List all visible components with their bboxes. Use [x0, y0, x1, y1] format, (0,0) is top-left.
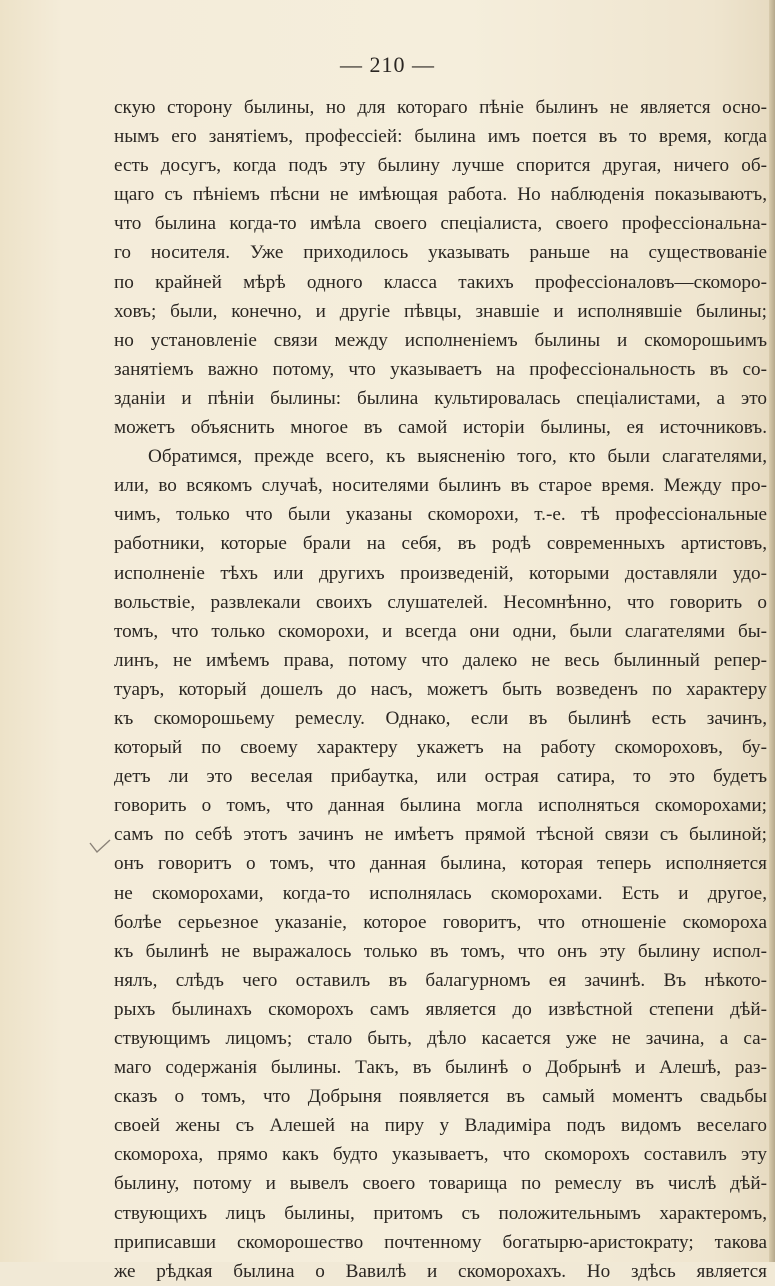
text-line: своей жены съ Алешей на пиру у Владиміра подъ видомъ веселаго: [114, 1115, 767, 1137]
text-line: ствующимъ лицомъ; стало быть, дѣло касается уже не зачина, а са-: [114, 1028, 767, 1049]
text-line: рыхъ былинахъ скоморохъ самъ является до извѣстной степени дѣй-: [114, 998, 767, 1020]
paragraph-start-line: Обратимся, прежде всего, къ выясненію того, кто были слагателями,: [148, 446, 767, 468]
text-line: маго содержанія былины. Такъ, въ былинѣ о Добрынѣ и Алешѣ, раз-: [114, 1057, 767, 1079]
text-line: болѣе серьезное указаніе, которое говоритъ, что отношеніе скомороха: [114, 911, 767, 933]
text-line: вольствіе, развлекали своихъ слушателей. Несомнѣнно, что говорить о: [114, 591, 767, 613]
text-line: ствующихъ лицъ былины, притомъ съ положительнымъ характеромъ,: [114, 1202, 767, 1224]
text-line: самъ по себѣ этотъ зачинъ не имѣетъ прямой тѣсной связи съ былиной;: [114, 824, 767, 846]
text-line: говорить о томъ, что данная былина могла исполняться скоморохами;: [114, 795, 767, 817]
text-line: чимъ, только что были указаны скоморохи, т.-е. тѣ профессіональные: [114, 504, 767, 526]
text-line: не скоморохами, когда-то исполнялась скоморохами. Есть и другое,: [114, 882, 767, 904]
text-line: нымъ его занятіемъ, профессіей: былина имъ поется въ то время, когда: [114, 126, 767, 148]
text-line: нялъ, слѣдъ чего оставилъ въ балагурномъ ея зачинѣ. Въ нѣкото-: [114, 969, 767, 991]
text-line: скомороха, прямо какъ будто указываетъ, что скоморохъ составилъ эту: [114, 1144, 767, 1166]
page-number: — 210 —: [340, 52, 435, 77]
text-line: или, во всякомъ случаѣ, носителями былинъ въ старое время. Между про-: [114, 475, 767, 497]
text-line: можетъ объяснить многое въ самой исторіи былины, ея источниковъ.: [114, 417, 767, 439]
text-line: что былина когда-то имѣла своего спеціалиста, своего профессіональна-: [114, 213, 767, 235]
text-line: же рѣдкая былина о Вавилѣ и скоморохахъ. Но здѣсь является: [114, 1260, 767, 1282]
text-line: но установленіе связи между исполненіемъ былины и скоморошьимъ: [114, 329, 767, 351]
text-line: зданіи и пѣніи былины: былина культировалась спеціалистами, а это: [114, 387, 767, 409]
text-line: исполненіе тѣхъ или другихъ произведеній, которыми доставляли удо-: [114, 562, 767, 584]
text-line: го носителя. Уже приходилось указывать раньше на существованіе: [114, 242, 767, 264]
text-line: къ былинѣ не выражалось только въ томъ, что онъ эту былину испол-: [114, 940, 767, 962]
text-line: по крайней мѣрѣ одного класса такихъ профессіоналовъ—скоморо-: [114, 271, 767, 293]
text-line: работники, которые брали на себя, въ родѣ современныхъ артистовъ,: [114, 533, 767, 555]
page-edge: [769, 0, 775, 1262]
text-line: который по своему характеру укажетъ на работу скомороховъ, бу-: [114, 737, 767, 759]
text-line: туаръ, который дошелъ до насъ, можетъ быть возведенъ по характеру: [114, 678, 767, 700]
body-text: [114, 93, 767, 1286]
text-line: онъ говоритъ о томъ, что данная былина, которая теперь исполняется: [114, 853, 767, 875]
text-line: ховъ; были, конечно, и другіе пѣвцы, знавшіе и исполнявшіе былины;: [114, 300, 767, 322]
text-line: былину, потому и вывелъ своего товарища по ремеслу въ числѣ дѣй-: [114, 1173, 767, 1195]
text-line: щаго съ пѣніемъ пѣсни не имѣющая работа. Но наблюденія показываютъ,: [114, 184, 767, 206]
text-line: сказъ о томъ, что Добрыня появляется въ самый моментъ свадьбы: [114, 1086, 767, 1108]
text-line: скую сторону былины, но для котораго пѣніе былинъ не является осно-: [114, 97, 767, 118]
text-line: детъ ли это веселая прибаутка, или острая сатира, то это будетъ: [114, 766, 767, 788]
text-line: есть досугъ, когда подъ эту былину лучше спорится другая, ничего об-: [114, 155, 767, 177]
margin-checkmark-icon: [88, 837, 112, 855]
text-line: занятіемъ важно потому, что указываетъ на профессіональность въ со-: [114, 358, 767, 380]
text-line: томъ, что только скоморохи, и всегда они одни, были слагателями бы-: [114, 620, 767, 642]
text-line: приписавши скоморошество почтенному богатырю-аристократу; такова: [114, 1231, 767, 1253]
text-line: къ скоморошьему ремеслу. Однако, если въ былинѣ есть зачинъ,: [114, 707, 767, 729]
text-line: линъ, не имѣемъ права, потому что далеко не весь былинный репер-: [114, 649, 767, 671]
